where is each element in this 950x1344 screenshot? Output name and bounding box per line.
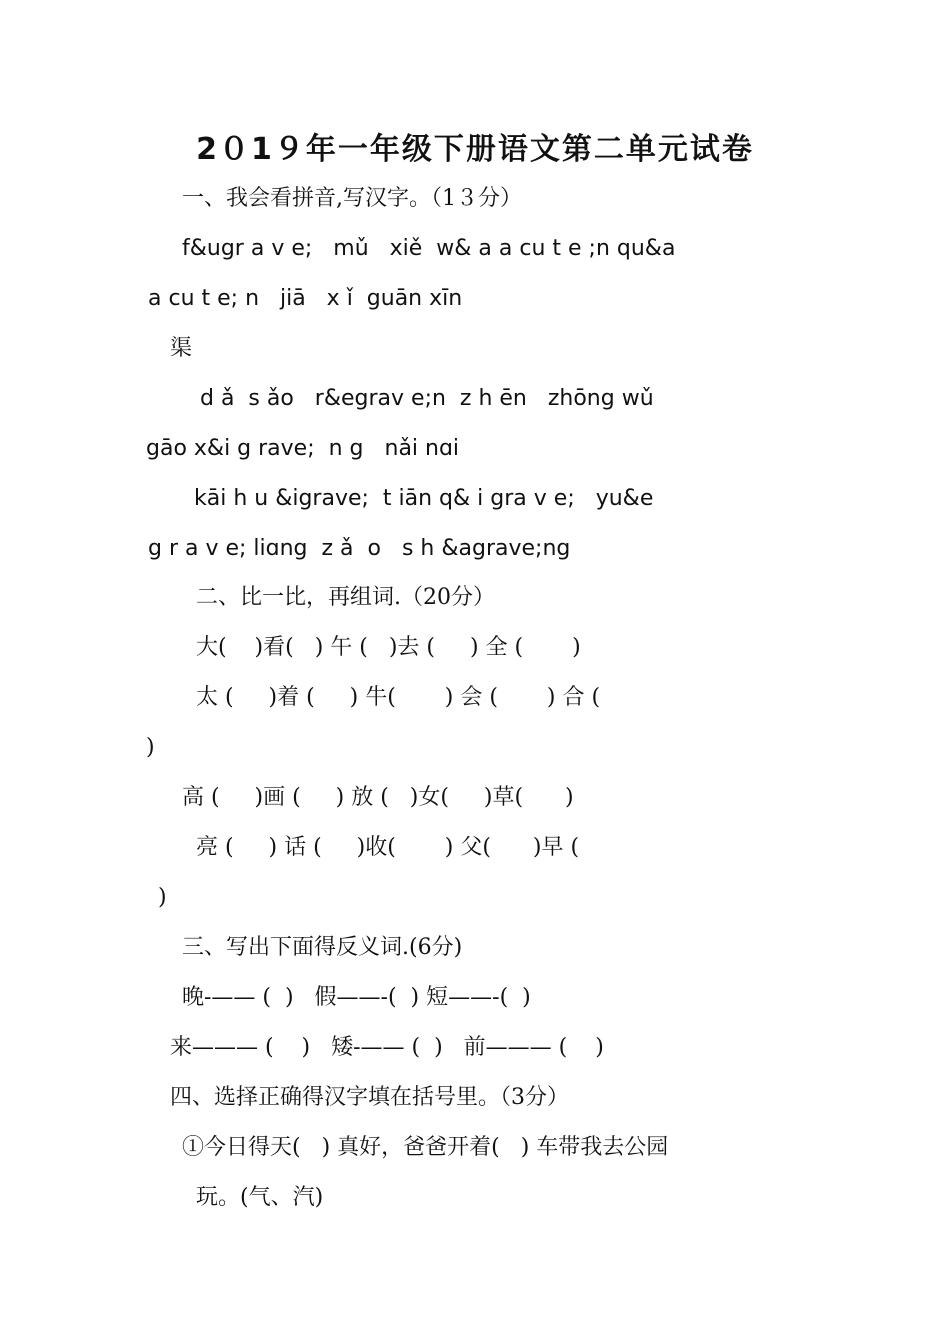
pinyin-row-2a: d ǎ s ǎo r&egrav e;n z h ēn zhōng wǔ xyxy=(200,386,654,411)
pinyin-row-3b: g r a v e; liɑng z ǎ o s h &agrave;ng xyxy=(148,536,571,561)
compare-row-2b: ) xyxy=(146,735,155,760)
antonym-row-1: 晚-—— ( ) 假——-( ) 短——-( ) xyxy=(182,985,531,1010)
antonym-row-2: 来——— ( ) 矮-—— ( ) 前——— ( ) xyxy=(170,1035,604,1060)
compare-row-4a: 亮 ( ) 话 ( )收( ) 父( )早 ( xyxy=(196,835,580,860)
page-title: 2０1９年一年级下册语文第二单元试卷 xyxy=(196,132,754,167)
pinyin-row-3a: kāi h u &igrave; t iān q& i gra v e; yu&e xyxy=(194,486,654,511)
choice-q1-line-1: ①今日得天( ) 真好，爸爸开着( ) 车带我去公园 xyxy=(182,1135,669,1160)
section-1-heading: 一、我会看拼音,写汉字。（1３分） xyxy=(182,186,522,211)
section-2-heading: 二、比一比，再组词.（20分） xyxy=(196,585,495,610)
section-3-heading: 三、写出下面得反义词.(6分) xyxy=(182,935,463,960)
compare-row-1: 大( )看( ) 午 ( )去 ( ) 全 ( ) xyxy=(196,635,581,660)
choice-q1-line-2: 玩。(气、汽) xyxy=(196,1185,324,1210)
compare-row-2a: 太 ( )着 ( ) 牛( ) 会 ( ) 合 ( xyxy=(196,685,601,710)
section-4-heading: 四、选择正确得汉字填在括号里。（3分） xyxy=(170,1085,569,1110)
compare-row-3: 高 ( )画 ( ) 放 ( )女( )草( ) xyxy=(182,785,574,810)
pinyin-row-1-char: 渠 xyxy=(170,336,193,361)
pinyin-row-2b: gāo x&i g rave; n g nǎi nɑi xyxy=(146,436,460,461)
pinyin-row-1b: a cu t e; n jiā x ǐ guān xīn xyxy=(148,286,463,311)
compare-row-4b: ) xyxy=(158,885,167,910)
pinyin-row-1a: f&ugr a v e; mǔ xiě w& a a cu t e ;n qu&a xyxy=(182,236,676,261)
